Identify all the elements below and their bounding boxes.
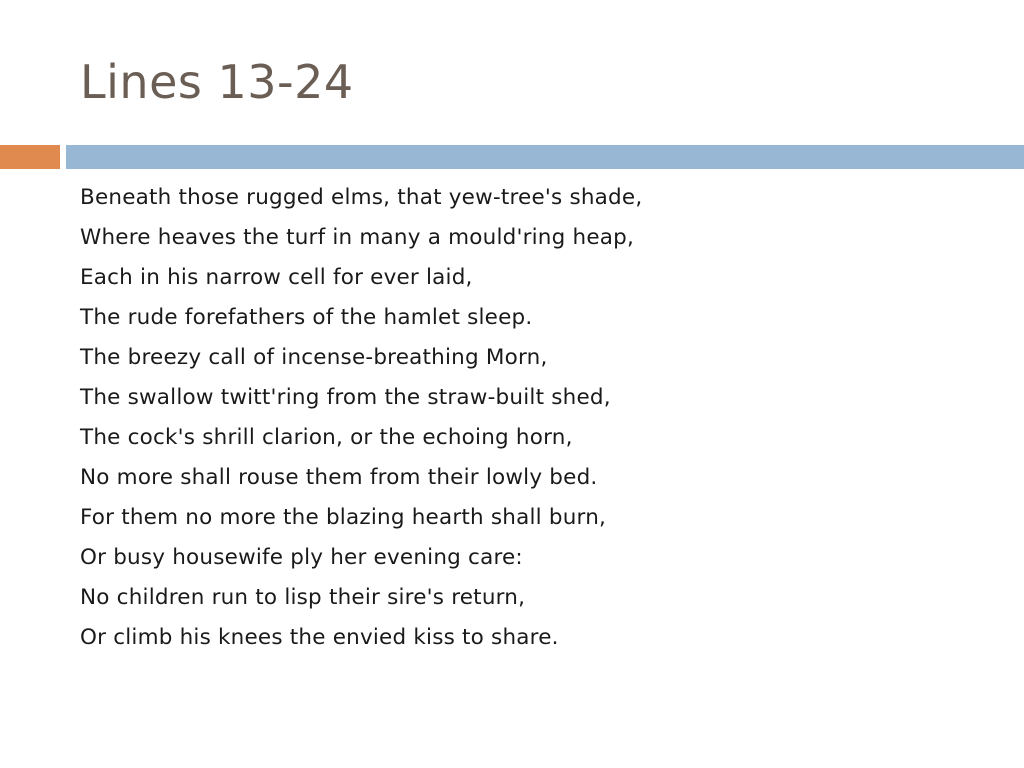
- poem-line: The swallow twitt'ring from the straw-built shed,: [80, 385, 611, 410]
- poem-line: Where heaves the turf in many a mould'ring heap,: [80, 225, 635, 250]
- poem-line: Beneath those rugged elms, that yew-tree's shade,: [80, 185, 643, 210]
- poem-line: For them no more the blazing hearth shall burn,: [80, 505, 607, 530]
- poem-line: No children run to lisp their sire's return,: [80, 585, 526, 610]
- poem-line: Or climb his knees the envied kiss to share.: [80, 625, 559, 650]
- poem-line: Or busy housewife ply her evening care:: [80, 545, 523, 570]
- slide-title: Lines 13-24: [80, 55, 354, 109]
- poem-line: Each in his narrow cell for ever laid,: [80, 265, 473, 290]
- accent-bar-blue: [66, 145, 1024, 169]
- poem-line: No more shall rouse them from their lowly bed.: [80, 465, 598, 490]
- poem-body: [80, 178, 642, 658]
- accent-bar-orange: [0, 145, 60, 169]
- poem-line: The cock's shrill clarion, or the echoing horn,: [80, 425, 573, 450]
- poem-line: The breezy call of incense-breathing Morn,: [80, 345, 548, 370]
- poem-line: The rude forefathers of the hamlet sleep.: [80, 305, 533, 330]
